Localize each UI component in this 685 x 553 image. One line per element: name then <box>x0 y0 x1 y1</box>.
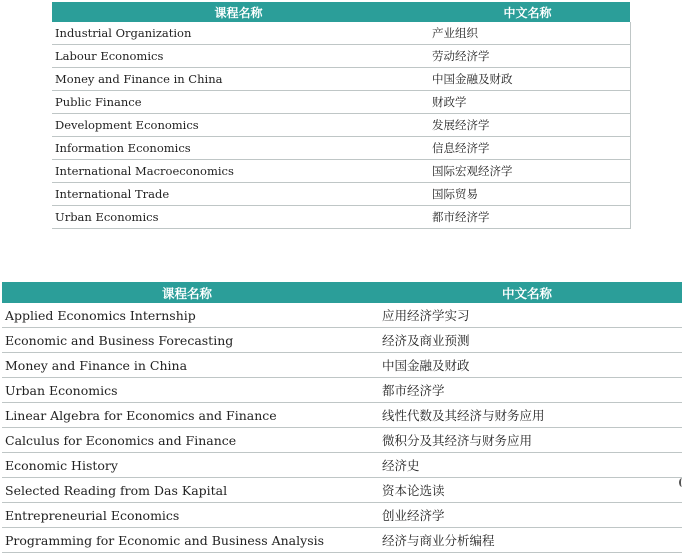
course-table-1 <box>52 2 631 229</box>
chinese-name-cell: 资本论选读 <box>372 478 682 503</box>
table-header-row <box>52 2 630 22</box>
course-name-cell: Selected Reading from Das Kapital <box>2 478 372 503</box>
course-name-cell: Urban Economics <box>52 206 425 229</box>
column-header-chinese-name: 中文名称 <box>372 282 682 303</box>
table-row <box>2 428 682 453</box>
chinese-name-cell: 信息经济学 <box>425 137 630 160</box>
table-row <box>2 378 682 403</box>
table-row <box>52 91 630 114</box>
chinese-name-cell: 应用经济学实习 <box>372 303 682 328</box>
chinese-name-cell: 经济与商业分析编程 <box>372 528 682 553</box>
table-row <box>2 303 682 328</box>
column-header-chinese-name: 中文名称 <box>425 2 630 22</box>
table-row <box>52 45 630 68</box>
table-row <box>2 453 682 478</box>
chinese-name-cell: 中国金融及财政 <box>425 68 630 91</box>
table-row <box>2 328 682 353</box>
chinese-name-cell: 都市经济学 <box>372 378 682 403</box>
course-name-cell: Entrepreneurial Economics <box>2 503 372 528</box>
course-name-cell: Economic History <box>2 453 372 478</box>
course-name-cell: Money and Finance in China <box>52 68 425 91</box>
course-name-cell: Economic and Business Forecasting <box>2 328 372 353</box>
table-header-row <box>2 282 682 303</box>
chinese-name-cell: 国际宏观经济学 <box>425 160 630 183</box>
chinese-name-cell: 创业经济学 <box>372 503 682 528</box>
chinese-name-cell: 劳动经济学 <box>425 45 630 68</box>
course-name-cell: Industrial Organization <box>52 22 425 45</box>
course-name-cell: Money and Finance in China <box>2 353 372 378</box>
course-name-cell: Urban Economics <box>2 378 372 403</box>
course-name-cell: Linear Algebra for Economics and Finance <box>2 403 372 428</box>
table-row <box>2 478 682 503</box>
table-row <box>52 206 630 229</box>
chinese-name-cell: 经济史 <box>372 453 682 478</box>
course-name-cell: Development Economics <box>52 114 425 137</box>
chinese-name-cell: 国际贸易 <box>425 183 630 206</box>
chinese-name-cell: 微积分及其经济与财务应用 <box>372 428 682 453</box>
chinese-name-cell: 经济及商业预测 <box>372 328 682 353</box>
chinese-name-cell: 产业组织 <box>425 22 630 45</box>
table-row <box>2 503 682 528</box>
course-name-cell: Programming for Economic and Business Analysis <box>2 528 372 553</box>
course-name-cell: Public Finance <box>52 91 425 114</box>
column-header-course-name: 课程名称 <box>2 282 372 303</box>
course-name-cell: Labour Economics <box>52 45 425 68</box>
table-row <box>52 22 630 45</box>
course-name-cell: Information Economics <box>52 137 425 160</box>
table-row <box>2 528 682 553</box>
chinese-name-cell: 财政学 <box>425 91 630 114</box>
course-table-2 <box>2 282 682 553</box>
column-header-course-name: 课程名称 <box>52 2 425 22</box>
table-row <box>52 160 630 183</box>
table-row <box>52 68 630 91</box>
chinese-name-cell: 中国金融及财政 <box>372 353 682 378</box>
table-row <box>2 403 682 428</box>
course-name-cell: Calculus for Economics and Finance <box>2 428 372 453</box>
page-edge-mark <box>679 478 685 487</box>
table-row <box>52 183 630 206</box>
course-name-cell: International Trade <box>52 183 425 206</box>
chinese-name-cell: 发展经济学 <box>425 114 630 137</box>
course-name-cell: International Macroeconomics <box>52 160 425 183</box>
table-row <box>2 353 682 378</box>
table-row <box>52 114 630 137</box>
chinese-name-cell: 都市经济学 <box>425 206 630 229</box>
course-name-cell: Applied Economics Internship <box>2 303 372 328</box>
table-row <box>52 137 630 160</box>
chinese-name-cell: 线性代数及其经济与财务应用 <box>372 403 682 428</box>
